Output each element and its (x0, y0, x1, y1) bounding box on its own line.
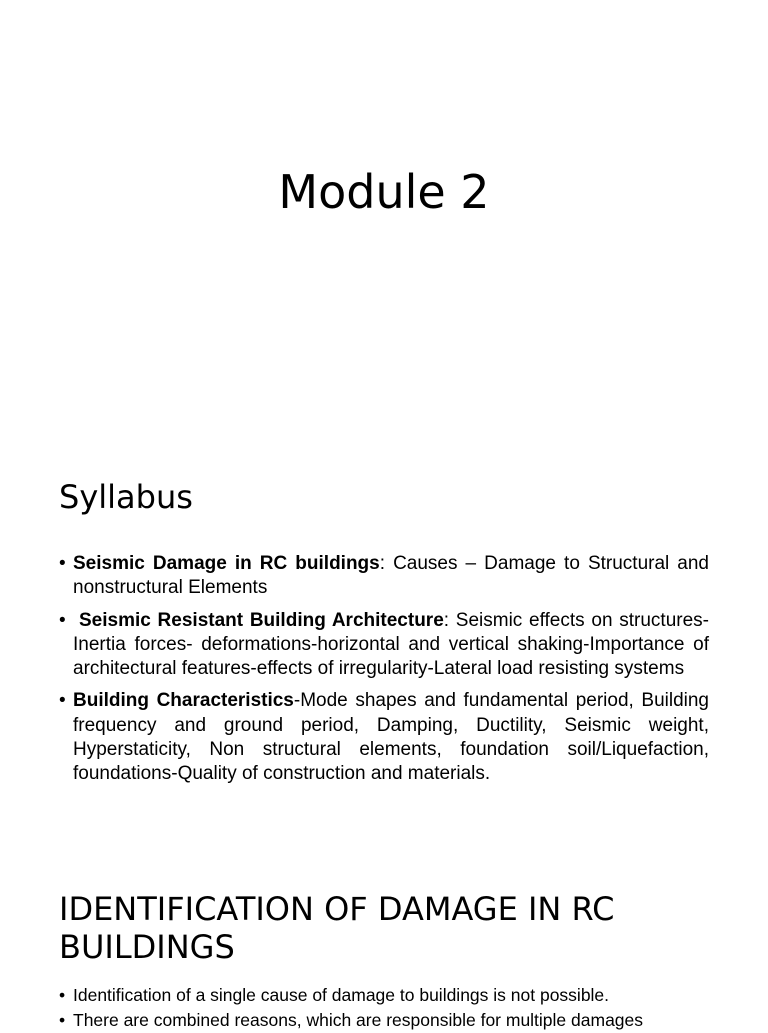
syllabus-list (59, 552, 709, 795)
identification-item-text: There are combined reasons, which are responsible for multiple damages (73, 1010, 644, 1030)
identification-item-text: Identification of a single cause of damage to buildings is not possible. (73, 985, 610, 1005)
bullet-icon: • (59, 985, 66, 1005)
syllabus-item-title: Seismic Damage in RC buildings (73, 553, 380, 574)
syllabus-item-text: : Seismic effects on structures-Inertia forces- deformations-horizontal and vertical shaking-Importance of architectural features-effects of irregularity-Lateral load resisting systems (73, 609, 709, 680)
bullet-icon: • (59, 690, 66, 712)
identification-list (59, 983, 709, 1033)
syllabus-item-text: : Causes – Damage to Structural and nonstructural Elements (73, 553, 710, 599)
bullet-icon: • (59, 1010, 66, 1030)
bullet-icon: • (59, 553, 66, 574)
syllabus-item-title: Seismic Resistant Building Architecture (79, 609, 444, 631)
syllabus-item (59, 689, 709, 786)
identification-item (59, 1008, 709, 1033)
identification-item (59, 983, 709, 1008)
bullet-icon: • (59, 609, 66, 631)
syllabus-item (59, 609, 709, 682)
syllabus-item-text: -Mode shapes and fundamental period, Building frequency and ground period, Damping, Ductility, Seismic weight, Hyperstaticity, Non structural elements, foundation soil/Liquefaction, foundations-Quality of construction and materials. (73, 690, 709, 785)
syllabus-item (59, 552, 709, 601)
syllabus-heading: Syllabus (59, 478, 193, 516)
syllabus-item-title: Building Characteristics (73, 690, 294, 712)
module-title: Module 2 (278, 165, 490, 219)
identification-heading: IDENTIFICATION OF DAMAGE IN RC BUILDINGS (59, 890, 615, 966)
